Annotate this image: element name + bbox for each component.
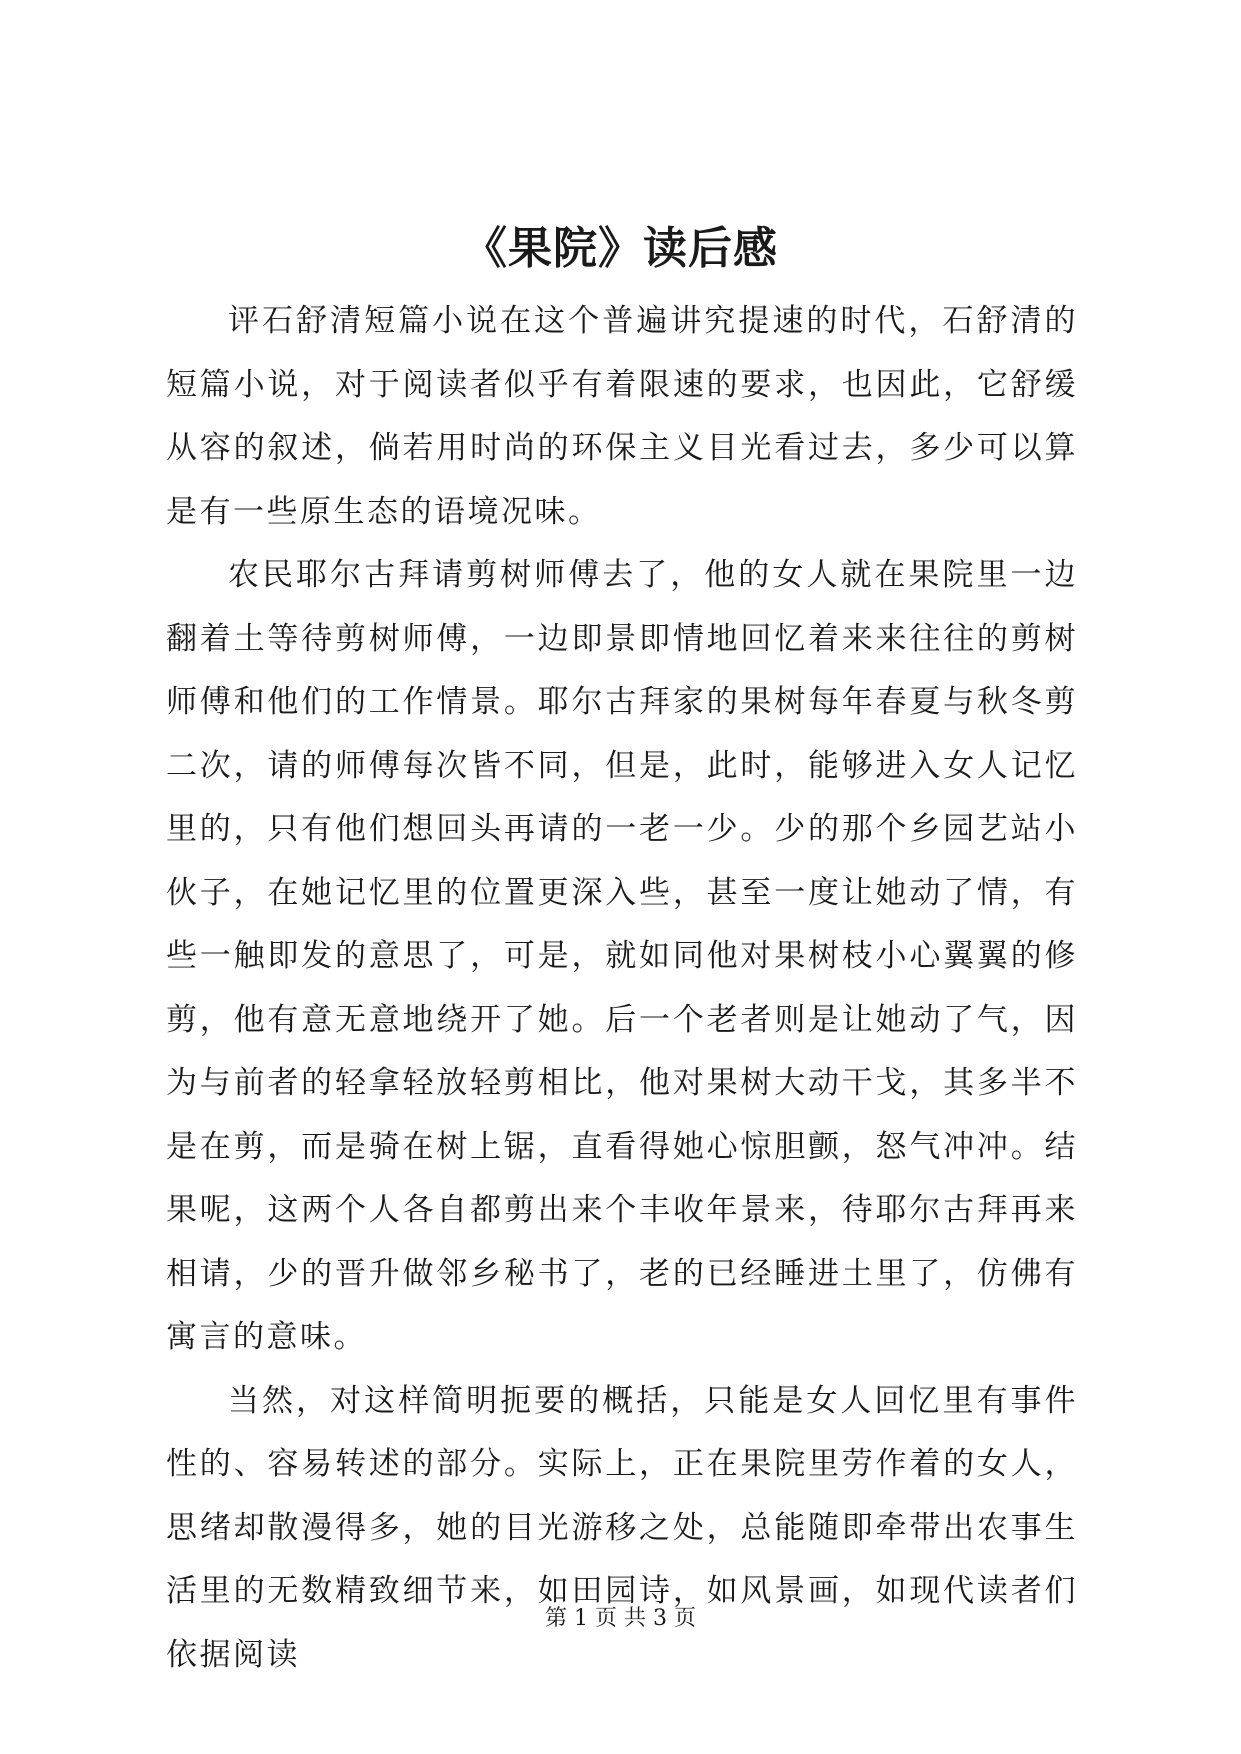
paragraph-3: 当然，对这样简明扼要的概括，只能是女人回忆里有事件性的、容易转述的部分。实际上，正在果院里劳作着的女人，思绪却散漫得多，她的目光游移之处，总能随即牵带出农事生活里的无数精致细节来，如田园诗，如风景画，如现代读者们依据阅读	[166, 1382, 1078, 1673]
page-number-footer: 第 1 页 共 3 页	[545, 1606, 696, 1631]
paragraph-2: 农民耶尔古拜请剪树师傅去了，他的女人就在果院里一边翻着土等待剪树师傅，一边即景即情地回忆着来来往往的剪树师傅和他们的工作情景。耶尔古拜家的果树每年春夏与秋冬剪二次，请的师傅每次皆不同，但是，此时，能够进入女人记忆里的，只有他们想回头再请的一老一少。少的那个乡园艺站小伙子，在她记忆里的位置更深入些，甚至一度让她动了情，有些一触即发的意思了，可是，就如同他对果树枝小心翼翼的修剪，他有意无意地绕开了她。后一个老者则是让她动了气，因为与前者的轻拿轻放轻剪相比，他对果树大动干戈，其多半不是在剪，而是骑在树上锯，直看得她心惊胆颤，怒气冲冲。结果呢，这两个人各自都剪出来个丰收年景来，待耶尔古拜再来相请，少的晋升做邻乡秘书了，老的已经睡进土里了，仿佛有寓言的意味。	[166, 557, 1078, 1355]
document-title: 《果院》读后感	[463, 223, 778, 274]
document-body	[166, 290, 1078, 1687]
paragraph-1: 评石舒清短篇小说在这个普遍讲究提速的时代，石舒清的短篇小说，对于阅读者似乎有着限速的要求，也因此，它舒缓从容的叙述，倘若用时尚的环保主义目光看过去，多少可以算是有一些原生态的语境况味。	[166, 303, 1078, 530]
